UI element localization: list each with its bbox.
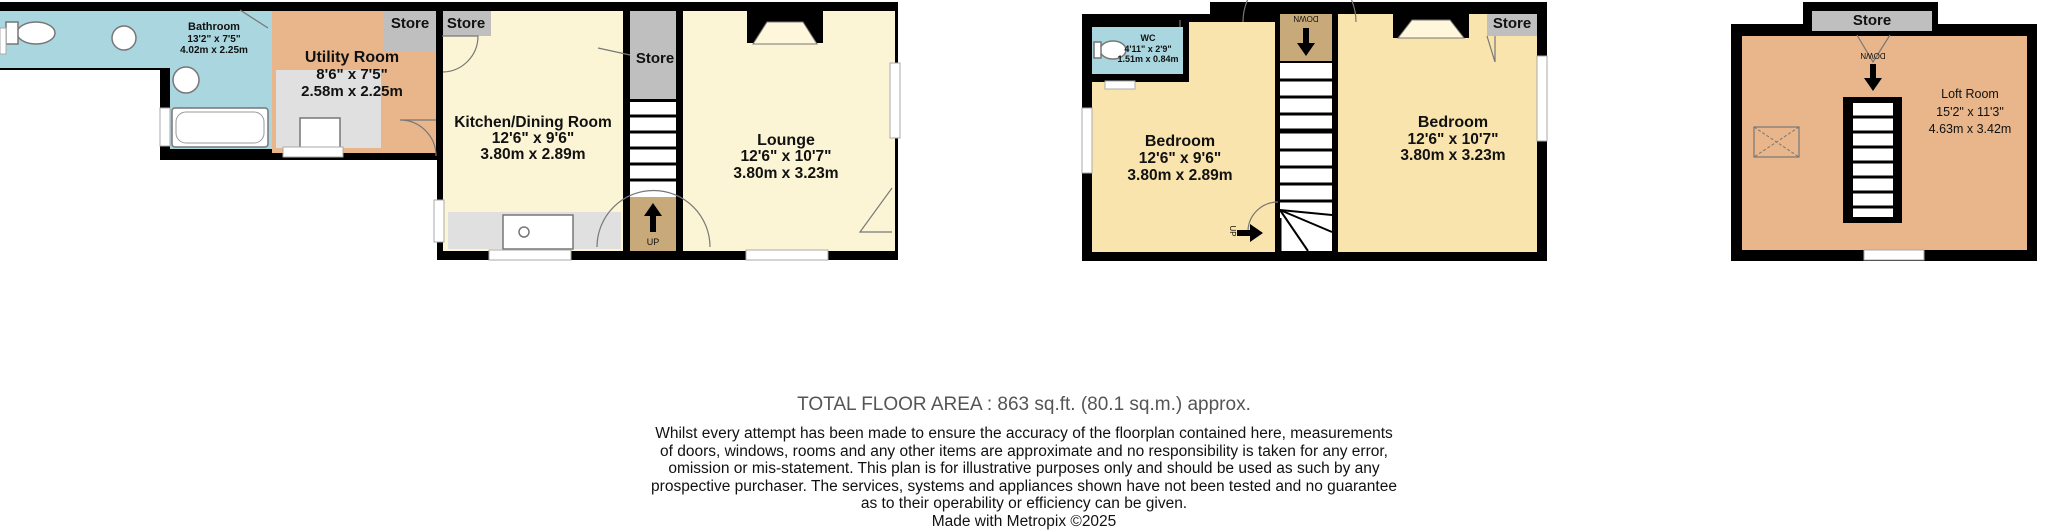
disclaimer-line: omission or mis-statement. This plan is for illustrative purposes only and should be used as such by any [668, 460, 1380, 477]
bedroom-left-metric: 3.80m x 2.89m [1127, 167, 1233, 184]
bathroom-name: Bathroom [188, 21, 240, 33]
bedroom-left-imperial: 12'6" x 9'6" [1138, 150, 1222, 167]
disclaimer-line: of doors, windows, rooms and any other items are approximate and no responsibility is taken for any error, [659, 442, 1388, 460]
first-floor [1082, 0, 1547, 261]
bedroom-right-imperial: 12'6" x 10'7" [1407, 131, 1499, 148]
stairs-down-label: DOWN [1293, 14, 1319, 23]
toilet-fixture [17, 22, 55, 44]
wc-metric: 1.51m x 0.84m [1117, 54, 1179, 64]
lounge-name: Lounge [757, 132, 815, 149]
loft-imperial: 15'2" x 11'3" [1936, 105, 2004, 119]
loft-stairs-down-label: DOWN [1860, 51, 1886, 60]
disclaimer-line: Whilst every attempt has been made to ensure the accuracy of the floorplan contained here, measurements [655, 425, 1393, 442]
disclaimer-line: prospective purchaser. The services, systems and appliances shown have not been tested and no guarantee [651, 477, 1397, 495]
basin-fixture [112, 26, 136, 50]
utility-metric: 2.58m x 2.25m [301, 83, 403, 100]
disclaimer-line: as to their operability or efficiency can be given. [860, 495, 1188, 512]
total-floor-area: TOTAL FLOOR AREA : 863 sq.ft. (80.1 sq.m.) approx. [797, 394, 1251, 415]
bathroom-metric: 4.02m x 2.25m [180, 45, 248, 56]
stairs-up-label-first: UP [1228, 225, 1237, 237]
bedroom-left-name: Bedroom [1144, 133, 1216, 150]
lounge-room [683, 11, 895, 251]
utility-imperial: 8'6" x 7'5" [316, 66, 388, 83]
store-loft-label: Store [1852, 12, 1892, 29]
lounge-metric: 3.80m x 3.23m [733, 165, 839, 182]
bedroom-right-name: Bedroom [1417, 114, 1489, 131]
disclaimer [0, 425, 2048, 530]
wc-name: WC [1140, 33, 1156, 43]
metropix-credit: Made with Metropix ©2025 [931, 512, 1117, 530]
wc-imperial: 4'11" x 2'9" [1124, 44, 1172, 54]
store-first-label: Store [1492, 15, 1532, 32]
store-kitchen-label: Store [446, 15, 486, 32]
lounge-imperial: 12'6" x 10'7" [740, 148, 832, 165]
loft-metric: 4.63m x 3.42m [1928, 122, 2012, 136]
store-stairs-label: Store [635, 50, 675, 67]
loft-name: Loft Room [1941, 87, 1999, 101]
kitchen-metric: 3.80m x 2.89m [480, 146, 586, 163]
basin-fixture [173, 67, 199, 93]
kitchen-imperial: 12'6" x 9'6" [491, 130, 575, 147]
store-utility-label: Store [390, 15, 430, 32]
ground-floor [0, 2, 900, 262]
bedroom-right-metric: 3.80m x 3.23m [1400, 147, 1506, 164]
stairs-up-label: UP [646, 237, 660, 247]
bathroom-imperial: 13'2" x 7'5" [187, 34, 241, 45]
loft-floor [1731, 2, 2037, 261]
utility-name: Utility Room [304, 49, 400, 66]
kitchen-name: Kitchen/Dining Room [454, 114, 612, 131]
